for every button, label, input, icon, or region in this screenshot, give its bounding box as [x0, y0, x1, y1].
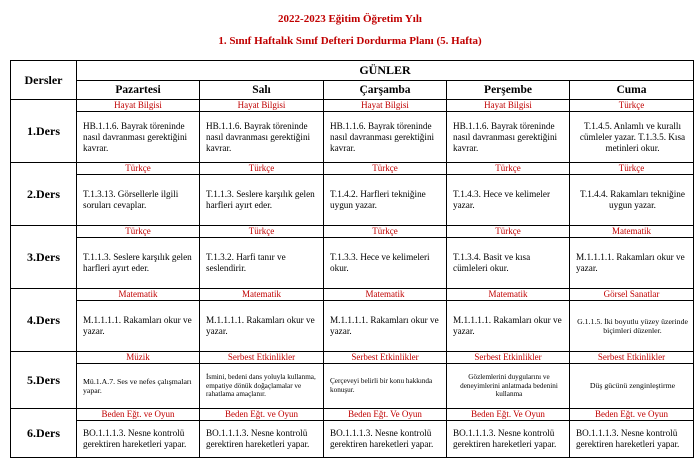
row-label: 6.Ders: [11, 409, 77, 458]
cell-objective: İsmini, bedeni dans yoluyla kullanma, empatiye dönük doğaçlamalar ve rahatlama amaçlanır.: [206, 373, 316, 399]
cell-subject: Hayat Bilgisi: [324, 100, 446, 112]
schedule-cell: [324, 163, 447, 226]
schedule-cell: [447, 163, 570, 226]
schedule-cell: [324, 409, 447, 458]
schedule-cell: [77, 289, 200, 352]
cell-subject: Beden Eğt. ve Oyun: [200, 409, 323, 421]
cell-objective: T.1.1.3. Seslere karşılık gelen harfleri ayırt eder.: [83, 252, 192, 273]
cell-objective: M.1.1.1.1. Rakamları okur ve yazar.: [576, 252, 685, 273]
cell-objective: G.1.1.5. İki boyutlu yüzey üzerinde biçimleri düzenler.: [577, 316, 688, 335]
cell-objective: T.1.3.13. Görsellerle ilgili soruları cevaplar.: [83, 189, 179, 210]
schedule-cell: [77, 163, 200, 226]
cell-objective: HB.1.1.6. Bayrak töreninde nasıl davranması gerektiğini kavrar.: [330, 120, 435, 153]
cell-objective: T.1.4.2. Harfleri tekniğine uygun yazar.: [330, 189, 426, 210]
schedule-cell: [77, 100, 200, 163]
cell-subject: Matematik: [324, 289, 446, 301]
schedule-cell: [77, 226, 200, 289]
schedule-cell: [570, 100, 694, 163]
cell-subject: Türkçe: [77, 163, 199, 175]
schedule-cell: [447, 226, 570, 289]
row-label: 1.Ders: [11, 100, 77, 163]
cell-objective: T.1.3.2. Harfi tanır ve seslendirir.: [206, 252, 286, 273]
schedule-cell: [200, 163, 324, 226]
schedule-cell: [77, 352, 200, 409]
cell-objective: T.1.4.3. Hece ve kelimeler yazar.: [453, 189, 551, 210]
table-row: [11, 100, 694, 163]
schedule-cell: [447, 289, 570, 352]
cell-objective: Gözlemlerini duygularını ve deneyimlerini anlatmada bedenini kullanma: [460, 373, 558, 399]
day-header-monday: Pazartesi: [77, 81, 200, 100]
schedule-cell: [447, 409, 570, 458]
table-row: [11, 163, 694, 226]
cell-subject: Serbest Etkinlikler: [570, 352, 693, 364]
cell-objective: M.1.1.1.1. Rakamları okur ve yazar.: [330, 315, 439, 336]
day-header-thursday: Perşembe: [447, 81, 570, 100]
schedule-cell: [200, 289, 324, 352]
table-row: [11, 289, 694, 352]
day-header-wednesday: Çarşamba: [324, 81, 447, 100]
document-title-plan: 1. Sınıf Haftalık Sınıf Defteri Dordurma Planı (5. Hafta): [218, 35, 482, 47]
cell-subject: Türkçe: [200, 226, 323, 238]
cell-subject: Türkçe: [77, 226, 199, 238]
schedule-cell: [570, 226, 694, 289]
cell-objective: HB.1.1.6. Bayrak töreninde nasıl davranması gerektiğini kavrar.: [206, 120, 311, 153]
cell-subject: Matematik: [77, 289, 199, 301]
cell-subject: Beden Eğt. Ve Oyun: [447, 409, 569, 421]
schedule-cell: [200, 100, 324, 163]
cell-subject: Türkçe: [570, 100, 693, 112]
cell-subject: Görsel Sanatlar: [570, 289, 693, 301]
cell-subject: Matematik: [200, 289, 323, 301]
schedule-cell: [447, 352, 570, 409]
cell-subject: Serbest Etkinlikler: [324, 352, 446, 364]
schedule-cell: [77, 409, 200, 458]
cell-subject: Beden Eğt. ve Oyun: [77, 409, 199, 421]
cell-objective: BO.1.1.1.3. Nesne kontrolü gerektiren hareketleri yapar.: [453, 428, 557, 449]
cell-objective: Düş gücünü zenginleştirme: [589, 381, 676, 391]
cell-subject: Türkçe: [324, 226, 446, 238]
day-header-tuesday: Salı: [200, 81, 324, 100]
cell-subject: Türkçe: [447, 226, 569, 238]
cell-subject: Hayat Bilgisi: [447, 100, 569, 112]
document-title-year: 2022-2023 Eğitim Öğretim Yılı: [278, 13, 422, 25]
cell-subject: Hayat Bilgisi: [77, 100, 199, 112]
schedule-cell: [200, 226, 324, 289]
cell-objective: Çerçeveyi belirli bir konu hakkında konuşur.: [330, 377, 433, 394]
row-label: 2.Ders: [11, 163, 77, 226]
schedule-cell: [324, 352, 447, 409]
table-row: [11, 352, 694, 409]
schedule-cell: [200, 409, 324, 458]
cell-objective: BO.1.1.1.3. Nesne kontrolü gerektiren hareketleri yapar.: [576, 428, 680, 449]
schedule-cell: [324, 226, 447, 289]
cell-objective: BO.1.1.1.3. Nesne kontrolü gerektiren hareketleri yapar.: [206, 428, 310, 449]
schedule-cell: [570, 289, 694, 352]
schedule-cell: [324, 100, 447, 163]
schedule-cell: [324, 289, 447, 352]
cell-subject: Matematik: [447, 289, 569, 301]
cell-subject: Türkçe: [324, 163, 446, 175]
schedule-cell: [570, 409, 694, 458]
cell-objective: BO.1.1.1.3. Nesne kontrolü gerektiren hareketleri yapar.: [330, 428, 434, 449]
cell-subject: Beden Eğt. Ve Oyun: [324, 409, 446, 421]
table-row: [11, 409, 694, 458]
cell-subject: Müzik: [77, 352, 199, 364]
day-header-friday: Cuma: [570, 81, 694, 100]
cell-subject: Hayat Bilgisi: [200, 100, 323, 112]
cell-objective: Mü.1.A.7. Ses ve nefes çalışmaları yapar.: [83, 376, 192, 395]
cell-subject: Matematik: [570, 226, 693, 238]
cell-objective: HB.1.1.6. Bayrak töreninde nasıl davranması gerektiğini kavrar.: [83, 120, 188, 153]
schedule-cell: [200, 352, 324, 409]
weekly-schedule-table: [10, 60, 694, 458]
cell-objective: T.1.4.5. Anlamlı ve kurallı cümleler yazar. T.1.3.5. Kısa metinleri okur.: [579, 120, 686, 153]
schedule-cell: [570, 163, 694, 226]
row-label: 5.Ders: [11, 352, 77, 409]
cell-subject: Türkçe: [200, 163, 323, 175]
cell-objective: T.1.3.3. Hece ve kelimeleri okur.: [330, 252, 430, 273]
row-label: 3.Ders: [11, 226, 77, 289]
cell-objective: T.1.1.3. Seslere karşılık gelen harfleri ayırt eder.: [206, 189, 315, 210]
cell-subject: Serbest Etkinlikler: [447, 352, 569, 364]
table-row: [11, 226, 694, 289]
cell-objective: M.1.1.1.1. Rakamları okur ve yazar.: [453, 315, 562, 336]
cell-objective: BO.1.1.1.3. Nesne kontrolü gerektiren hareketleri yapar.: [83, 428, 187, 449]
cell-objective: HB.1.1.6. Bayrak töreninde nasıl davranması gerektiğini kavrar.: [453, 120, 558, 153]
cell-objective: T.1.4.4. Rakamları tekniğine uygun yazar.: [580, 189, 685, 210]
gunler-header: GÜNLER: [77, 61, 694, 81]
schedule-cell: [570, 352, 694, 409]
schedule-cell: [447, 100, 570, 163]
cell-subject: Serbest Etkinlikler: [200, 352, 323, 364]
cell-objective: M.1.1.1.1. Rakamları okur ve yazar.: [83, 315, 192, 336]
cell-subject: Türkçe: [447, 163, 569, 175]
dersler-header: Dersler: [11, 61, 77, 100]
cell-objective: T.1.3.4. Basit ve kısa cümleleri okur.: [453, 252, 531, 273]
cell-subject: Beden Eğt. ve Oyun: [570, 409, 693, 421]
row-label: 4.Ders: [11, 289, 77, 352]
cell-subject: Türkçe: [570, 163, 693, 175]
cell-objective: M.1.1.1.1. Rakamları okur ve yazar.: [206, 315, 315, 336]
